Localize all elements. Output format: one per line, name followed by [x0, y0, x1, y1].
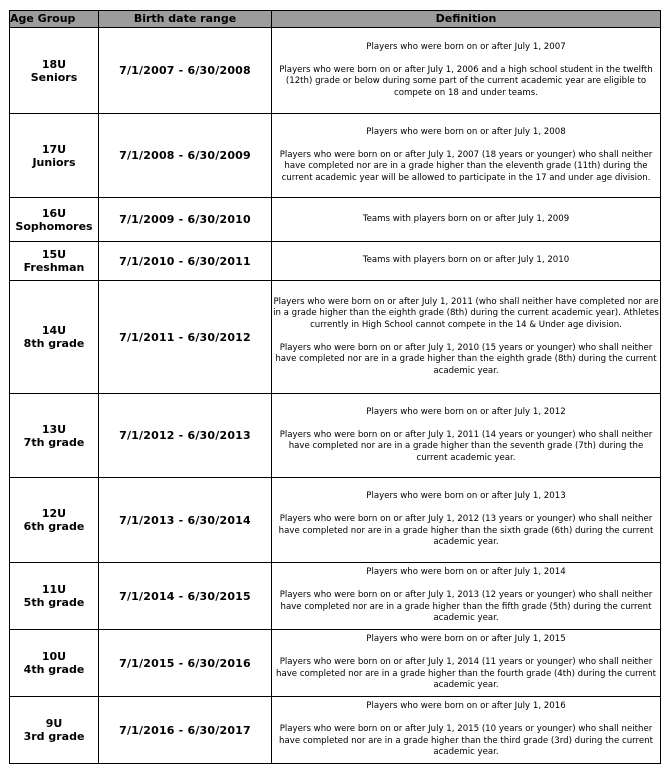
age-group-level: 8th grade — [23, 337, 85, 350]
age-group-cell — [10, 563, 99, 630]
definition-secondary: Players who were born on or after July 1, 2011 (14 years or younger) who shall neither have completed nor are in a grade higher than the seventh grade (7th) during the current academic year. — [279, 429, 653, 463]
table-row — [10, 281, 661, 394]
birth-date-range-cell: 7/1/2013 - 6/30/2014 — [99, 478, 272, 563]
age-group-cell — [10, 630, 99, 697]
age-group-cell — [10, 28, 99, 114]
birth-date-range-cell: 7/1/2010 - 6/30/2011 — [99, 242, 272, 281]
age-group-table — [9, 10, 661, 764]
definition-cell — [272, 563, 661, 630]
paragraph-gap — [272, 713, 660, 724]
table-row — [10, 394, 661, 478]
definition-cell — [272, 114, 661, 198]
birth-date-range-cell: 7/1/2009 - 6/30/2010 — [99, 198, 272, 242]
definition-cell — [272, 630, 661, 697]
definition-primary: Teams with players born on or after July 1, 2009 — [362, 213, 570, 224]
table-row — [10, 630, 661, 697]
definition-primary: Players who were born on or after July 1, 2008 — [366, 126, 566, 137]
definition-secondary: Players who were born on or after July 1, 2007 (18 years or younger) who shall neither have completed nor are in a grade higher than the eleventh grade (11th) during the current academic year will be allowed to participate in the 17 and under age division. — [279, 149, 653, 183]
age-group-level: 7th grade — [23, 435, 85, 449]
definition-cell — [272, 697, 661, 764]
definition-secondary: Players who were born on or after July 1, 2014 (11 years or younger) who shall neither have completed nor are in a grade higher than the fourth grade (4th) during the current academic year. — [276, 657, 656, 691]
definition-primary: Players who were born on or after July 1, 2012 — [366, 406, 566, 417]
table-row — [10, 697, 661, 764]
age-group-code: 17U — [41, 142, 67, 156]
definition-cell — [272, 198, 661, 242]
age-group-code: 16U — [41, 206, 67, 220]
age-group-cell — [10, 697, 99, 764]
birth-date-range-cell: 7/1/2012 - 6/30/2013 — [99, 394, 272, 478]
age-group-level: 3rd grade — [23, 730, 85, 743]
age-group-level: 6th grade — [23, 520, 85, 533]
age-group-code: 10U — [41, 650, 67, 663]
paragraph-gap — [272, 331, 660, 342]
birth-date-range-cell: 7/1/2016 - 6/30/2017 — [99, 697, 272, 764]
paragraph-gap — [272, 53, 660, 64]
age-group-cell — [10, 281, 99, 394]
age-group-code: 12U — [41, 507, 67, 520]
definition-cell — [272, 281, 661, 394]
table-row — [10, 478, 661, 563]
definition-primary: Teams with players born on or after July 1, 2010 — [362, 255, 570, 266]
birth-date-range-cell: 7/1/2014 - 6/30/2015 — [99, 563, 272, 630]
definition-secondary: Players who were born on or after July 1, 2015 (10 years or younger) who shall neither have completed nor are in a grade higher than the third grade (3rd) during the current academic year. — [279, 724, 653, 758]
age-group-code: 14U — [41, 324, 67, 337]
paragraph-gap — [272, 138, 660, 149]
paragraph-gap — [272, 579, 660, 590]
age-group-cell — [10, 394, 99, 478]
age-group-level: 5th grade — [23, 596, 85, 609]
age-group-level: 4th grade — [23, 663, 85, 676]
header-definition: Definition — [272, 11, 661, 28]
birth-date-range-cell: 7/1/2015 - 6/30/2016 — [99, 630, 272, 697]
age-group-code: 11U — [41, 583, 67, 596]
definition-primary: Players who were born on or after July 1, 2011 (who shall neither have completed nor are in a grade higher than the eighth grade (8th) during the current academic year). Athletes currently in High School cannot compete in the 14 & Under age division. — [273, 297, 659, 330]
header-birth-date-range: Birth date range — [99, 11, 272, 28]
definition-cell — [272, 478, 661, 563]
definition-secondary: Players who were born on or after July 1, 2012 (13 years or younger) who shall neither have completed nor are in a grade higher than the sixth grade (6th) during the current academic year. — [278, 514, 654, 548]
age-group-code: 9U — [45, 717, 63, 730]
paragraph-gap — [272, 418, 660, 429]
definition-primary: Players who were born on or after July 1, 2015 — [366, 634, 566, 645]
birth-date-range-cell: 7/1/2008 - 6/30/2009 — [99, 114, 272, 198]
definition-secondary: Players who were born on or after July 1, 2013 (12 years or younger) who shall neither have completed nor are in a grade higher than the fifth grade (5th) during the current academic year. — [279, 590, 653, 624]
age-group-cell — [10, 478, 99, 563]
table-row — [10, 242, 661, 281]
age-group-cell — [10, 242, 99, 281]
paragraph-gap — [272, 503, 660, 514]
definition-primary: Players who were born on or after July 1, 2016 — [366, 701, 566, 712]
birth-date-range-cell: 7/1/2007 - 6/30/2008 — [99, 28, 272, 114]
age-group-cell — [10, 114, 99, 198]
age-group-level: Seniors — [30, 70, 78, 84]
table-row — [10, 198, 661, 242]
age-group-code: 15U — [41, 248, 67, 261]
table-row — [10, 28, 661, 114]
age-group-code: 18U — [41, 57, 67, 71]
age-group-level: Juniors — [32, 155, 76, 169]
definition-cell — [272, 28, 661, 114]
definition-primary: Players who were born on or after July 1, 2014 — [366, 567, 566, 578]
age-group-code: 13U — [41, 422, 67, 436]
age-group-level: Sophomores — [15, 219, 93, 233]
definition-primary: Players who were born on or after July 1, 2007 — [366, 41, 566, 52]
definition-secondary: Players who were born on or after July 1, 2006 and a high school student in the twelfth (12th) grade or below during some part of the current academic year are eligible to compete on 18 and under teams. — [279, 64, 653, 98]
table-row — [10, 114, 661, 198]
age-group-level: Freshman — [23, 261, 85, 274]
definition-cell — [272, 394, 661, 478]
age-group-cell — [10, 198, 99, 242]
header-row — [10, 11, 661, 28]
paragraph-gap — [272, 646, 660, 657]
definition-primary: Players who were born on or after July 1, 2013 — [366, 491, 566, 502]
definition-cell — [272, 242, 661, 281]
birth-date-range-cell: 7/1/2011 - 6/30/2012 — [99, 281, 272, 394]
definition-secondary: Players who were born on or after July 1, 2010 (15 years or younger) who shall neither have completed nor are in a grade higher than the eighth grade (8th) during the current academic year. — [275, 342, 657, 376]
table-row — [10, 563, 661, 630]
header-age-group: Age Group — [10, 11, 99, 28]
